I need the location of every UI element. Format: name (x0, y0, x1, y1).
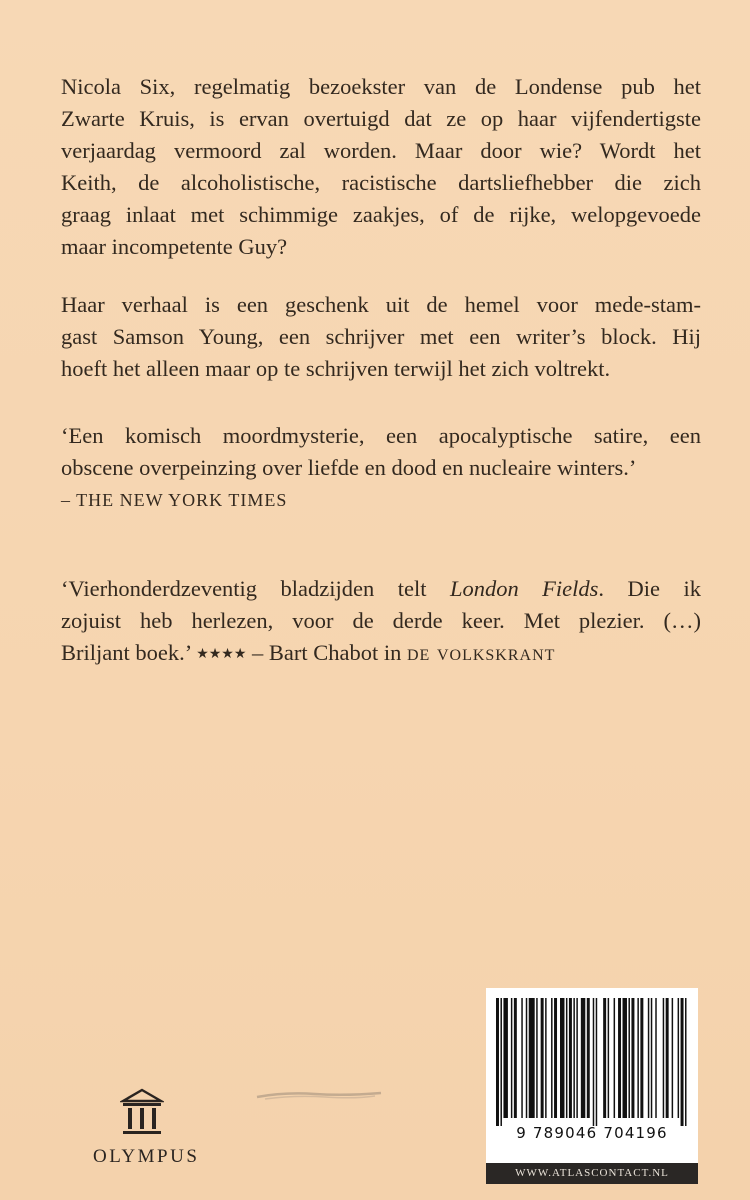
text-line: obscene overpeinzing over liefde en dood en nucleaire winters.’ (61, 455, 637, 480)
barcode-bar (514, 998, 517, 1118)
barcode-bar (587, 998, 590, 1118)
barcode-bar (529, 998, 535, 1118)
barcode-bar (545, 998, 546, 1118)
book-title: London Fields (449, 576, 599, 601)
text-line: Zwarte Kruis, is ervan overtuigd dat ze op haar vijfendertigste (61, 106, 701, 131)
barcode-bar (541, 998, 544, 1118)
quote-attribution: – THE NEW YORK TIMES (61, 490, 288, 510)
text-line: hoeft het alleen maar op te schrijven terwijl het zich voltrekt. (61, 356, 611, 381)
newspaper-name: de volkskrant (407, 640, 556, 665)
barcode-bar (678, 998, 679, 1118)
barcode-bar (576, 998, 577, 1118)
review-quote-nyt (61, 420, 701, 516)
barcode-bar (608, 998, 609, 1118)
barcode-bar (663, 998, 664, 1118)
text-line: ‘Een komisch moordmysterie, een apocalyptische satire, een (61, 423, 701, 448)
star-rating: ★★★★ (196, 647, 247, 662)
barcode-bar (573, 998, 574, 1118)
publisher-name: OLYMPUS (93, 1146, 200, 1167)
barcode-bar (569, 998, 572, 1118)
quote-source: – Bart Chabot in (246, 640, 407, 665)
barcode-bar (596, 998, 597, 1126)
synopsis-paragraph-1 (61, 71, 701, 263)
barcode-bar (681, 998, 684, 1126)
quote-text: . Die ik (598, 576, 701, 601)
quote-text: Briljant boek.’ (61, 640, 191, 665)
barcode-bar (666, 998, 669, 1118)
isbn-digits: 9 789046 704196 (516, 1124, 668, 1142)
barcode-bar (511, 998, 512, 1118)
barcode-bar (551, 998, 552, 1118)
barcode-bar (603, 998, 606, 1118)
publisher-website: WWW.ATLASCONTACT.NL (486, 1163, 698, 1184)
quote-text: ‘Vierhonderdzeventig bladzijden telt (61, 576, 450, 601)
barcode-bar (560, 998, 564, 1118)
barcode-bar (685, 998, 686, 1126)
publisher-logo (93, 1088, 200, 1168)
barcode-bar (496, 998, 499, 1126)
text-line (61, 573, 701, 605)
barcode-bar (637, 998, 638, 1118)
barcode-bar (566, 998, 567, 1118)
pencil-smudge (255, 1088, 383, 1102)
barcode-bar (536, 998, 537, 1118)
barcode-bar (672, 998, 673, 1118)
barcode-bar (655, 998, 656, 1118)
text-line: gast Samson Young, een schrijver met een writer’s block. Hij (61, 324, 701, 349)
barcode-bar (640, 998, 643, 1118)
barcode-bar (554, 998, 557, 1118)
text-line: verjaardag vermoord zal worden. Maar door wie? Wordt het (61, 138, 701, 163)
barcode-bar (628, 998, 629, 1118)
barcode-bar (526, 998, 527, 1118)
barcode-bar (618, 998, 621, 1118)
temple-columns-icon (120, 1088, 164, 1138)
review-quote-volkskrant (61, 573, 701, 671)
text-line: zojuist heb herlezen, voor de derde keer. Met plezier. (…) (61, 608, 701, 633)
barcode-bar (593, 998, 594, 1126)
barcode-bar (651, 998, 652, 1118)
barcode-bar (623, 998, 627, 1118)
barcode-bar (581, 998, 585, 1118)
synopsis-paragraph-2 (61, 289, 701, 385)
barcode-bar (500, 998, 501, 1126)
text-line (61, 637, 701, 671)
text-line: graag inlaat met schimmige zaakjes, of de rijke, welopgevoede (61, 202, 701, 227)
barcode-bar (631, 998, 634, 1118)
barcode-bar (648, 998, 649, 1118)
barcode-bar (521, 998, 522, 1118)
text-line: Nicola Six, regelmatig bezoekster van de Londense pub het (61, 74, 701, 99)
text-line: Haar verhaal is een geschenk uit de hemel voor mede-stam- (61, 292, 701, 317)
text-line: maar incompetente Guy? (61, 234, 288, 259)
isbn-barcode (486, 988, 698, 1163)
text-line: Keith, de alcoholistische, racistische dartsliefhebber die zich (61, 170, 701, 195)
barcode-bars (496, 998, 688, 1126)
barcode-bar (503, 998, 507, 1118)
barcode-bar (614, 998, 615, 1118)
